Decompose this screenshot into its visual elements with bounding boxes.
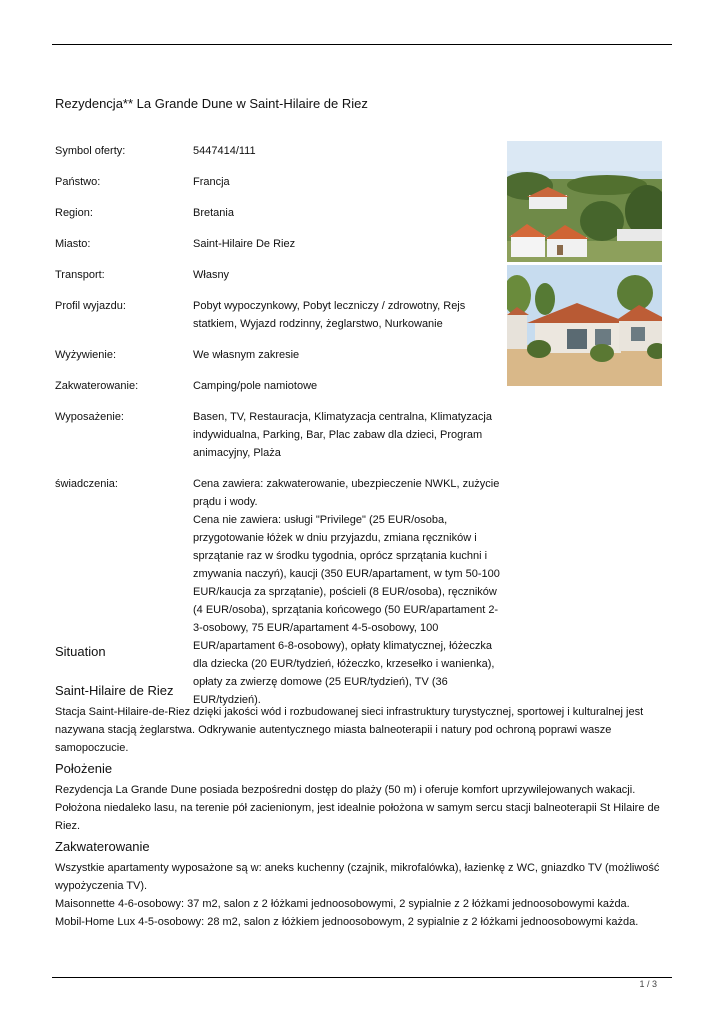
section-heading-lodging: Zakwaterowanie bbox=[55, 839, 150, 854]
spec-value: Camping/pole namiotowe bbox=[193, 380, 318, 392]
spec-label: Region: bbox=[55, 207, 93, 219]
spec-row-region bbox=[55, 204, 505, 222]
spec-row-equipment bbox=[55, 408, 505, 462]
section-text-location: Rezydencja La Grande Dune posiada bezpośredni dostęp do plaży (50 m) i oferuje komfort uprzywilejowanych wakacji. Położona niedaleko lasu, na terenie pół zacienionym, jest idealnie położona w samym sercu stacji balneoterapii St Hilaire de Riez. bbox=[55, 784, 660, 832]
section-heading-location: Położenie bbox=[55, 761, 113, 776]
situation-heading: Situation bbox=[55, 644, 106, 659]
page-title: Rezydencja** La Grande Dune w Saint-Hilaire de Riez bbox=[55, 96, 368, 111]
spec-row-city bbox=[55, 235, 505, 253]
spec-value: Saint-Hilaire De Riez bbox=[193, 238, 296, 250]
lodging-line-equipment: Wszystkie apartamenty wyposażone są w: aneks kuchenny (czajnik, mikrofalówka), łazienkę z WC, gniazdko TV (możliwość wypożyczenia TV). bbox=[55, 862, 660, 892]
section-text-town: Stacja Saint-Hilaire-de-Riez dzięki jakości wód i rozbudowanej sieci infrastruktury turystycznej, sportowej i kulturalnej jest nazywana stacją żeglarstwa. Odkrywanie autentycznego miasta balneoterapii i natury pod ochroną poprawi wasze samopoczucie. bbox=[55, 706, 644, 754]
spec-value: 5447414/111 bbox=[193, 145, 256, 157]
photo-column bbox=[507, 141, 662, 389]
header-rule bbox=[52, 44, 672, 45]
spec-row-symbol bbox=[55, 142, 505, 160]
spec-label: Wyposażenie: bbox=[55, 411, 124, 423]
spec-label: Transport: bbox=[55, 269, 105, 281]
spec-value: Pobyt wypoczynkowy, Pobyt leczniczy / zdrowotny, Rejs statkiem, Wyjazd rodzinny, żeglarstwo, Nurkowanie bbox=[193, 300, 466, 330]
spec-row-country bbox=[55, 173, 505, 191]
spec-label: Miasto: bbox=[55, 238, 91, 250]
spec-label: Symbol oferty: bbox=[55, 145, 126, 157]
lodging-line-maisonnette: Maisonnette 4-6-osobowy: 37 m2, salon z 2 łóżkami jednoosobowymi, 2 sypialnie z 2 łóżkami jednoosobowymi każda. bbox=[55, 898, 630, 910]
spec-label: Zakwaterowanie: bbox=[55, 380, 139, 392]
spec-label: świadczenia: bbox=[55, 478, 118, 490]
spec-row-trip-profile bbox=[55, 297, 505, 333]
description-body bbox=[55, 644, 665, 931]
spec-value: Własny bbox=[193, 269, 230, 281]
footer-rule bbox=[52, 977, 672, 978]
spec-table bbox=[55, 142, 505, 722]
spec-row-transport bbox=[55, 266, 505, 284]
spec-value: We własnym zakresie bbox=[193, 349, 300, 361]
page-number: 1 / 3 bbox=[639, 979, 657, 989]
lodging-line-mobilhome: Mobil-Home Lux 4-5-osobowy: 28 m2, salon z łóżkiem jednoosobowym, 2 sypialnie z 2 łóżkami jednoosobowymi każda. bbox=[55, 916, 639, 928]
services-excluded: Cena nie zawiera: usługi "Privilege" (25 EUR/osoba, przygotowanie łóżek w dniu przyjazdu, zmiana ręczników i sprzątanie raz w środku tygodnia, oprócz sprzątania kuchni i zmywania naczyń), kaucji (350 EUR/apartament, w tym 50-100 EUR/kaucja za sprzątanie), pościeli (8 EUR/osoba), ręczników (4 EUR/osoba), sprzątania końcowego (50 EUR/apartament 2-3-osobowy, 75 EUR/apartament 4-5-osobowy, 100 EUR/apartament 6-8-osobowy), opłaty klimatycznej, łóżeczka dla dziecka (20 EUR/tydzień, łóżeczko, krzesełko i wanienka), opłaty za zwierzę domowe (25 EUR/tydzień), TV (36 EUR/tydzień). bbox=[193, 514, 500, 706]
spec-label: Wyżywienie: bbox=[55, 349, 117, 361]
spec-label: Profil wyjazdu: bbox=[55, 300, 126, 312]
spec-value: Bretania bbox=[193, 207, 234, 219]
spec-row-accommodation bbox=[55, 377, 505, 395]
resort-photo-bungalow bbox=[507, 265, 662, 386]
spec-value: Basen, TV, Restauracja, Klimatyzacja centralna, Klimatyzacja indywidualna, Parking, Bar, Plac zabaw dla dzieci, Program animacyjny, Plaża bbox=[193, 411, 492, 459]
resort-photo-aerial bbox=[507, 141, 662, 262]
spec-value: Francja bbox=[193, 176, 230, 188]
spec-row-board bbox=[55, 346, 505, 364]
section-heading-town: Saint-Hilaire de Riez bbox=[55, 683, 174, 698]
spec-label: Państwo: bbox=[55, 176, 101, 188]
services-included: Cena zawiera: zakwaterowanie, ubezpieczenie NWKL, zużycie prądu i wody. bbox=[193, 478, 500, 508]
